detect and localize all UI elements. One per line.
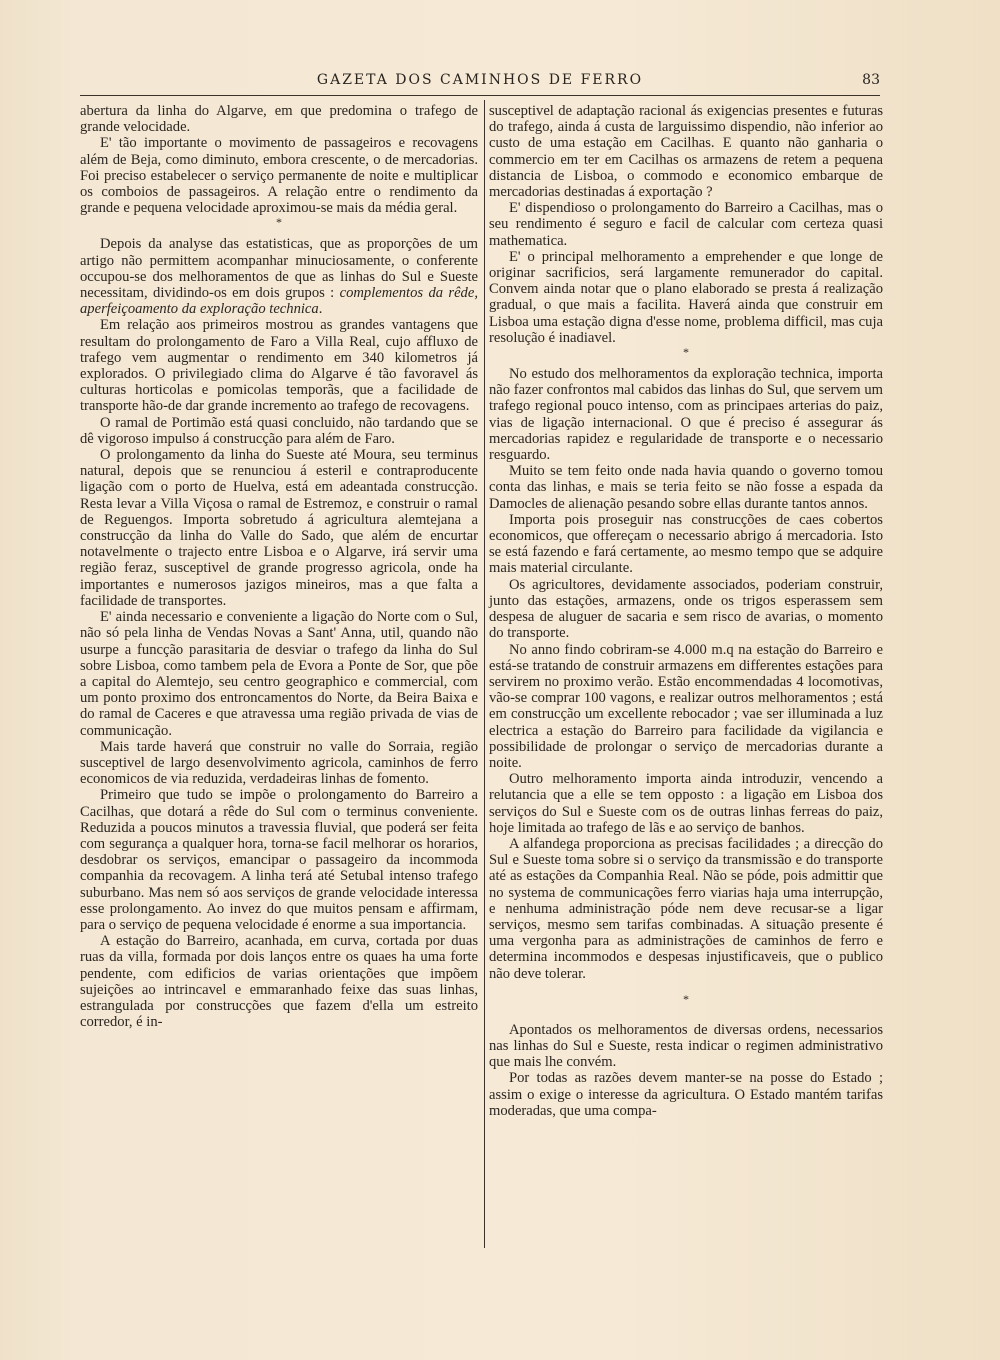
column-divider	[484, 100, 485, 1248]
page-header	[80, 70, 880, 96]
left-column	[80, 103, 478, 1030]
emphasis-text: complementos da rêde, aperfeiçoamento da exploração technica	[80, 285, 478, 318]
section-separator: *	[683, 991, 689, 1006]
paragraph: E' o principal melhoramento a emprehender e que longe de originar sacrificios, será largamente remunerador do capital. Convem ainda notar que o plano elaborado se presta á realização gradual, o que mais a facilita. Haverá ainda que construir em Lisboa uma estação digna d'esse nome, problema difficil, mas cuja resolução é inadiavel.	[489, 248, 883, 346]
paragraph: Importa pois proseguir nas construcções de caes cobertos economicos, que offereçam o necessario abrigo á mercadoria. Isto se está fazendo e fará certamente, ao mesmo tempo que se adquire mais material circulante.	[489, 511, 883, 577]
section-separator: *	[683, 345, 689, 360]
paragraph: A estação do Barreiro, acanhada, em curva, cortada por duas ruas da villa, formada por dois lanços entre os quaes ha uma forte pendente, com edificios de varias orientações que impõem sujeições ao intrincavel e emmaranhado feixe das suas linhas, estrangulada por construcções que fazem d'ella um estreito corredor, é in-	[80, 933, 478, 1031]
paragraph: Em relação aos primeiros mostrou as grandes vantagens que resultam do prolongamento de Faro a Villa Real, cujo affluxo de trafego vem augmentar o rendimento em 340 kilometros já explorados. O privilegiado clima do Algarve é tão favoravel ás culturas horticolas e pomicolas temporãs, que a facilidade de transporte hão-de dar grande incremento ao trafego de recovagens.	[80, 317, 478, 415]
paragraph: susceptivel de adaptação racional ás exigencias presentes e futuras do trafego, ainda á custa de larguissimo dispendio, não inferior ao custo de uma estação em Cacilhas. E quanto não ganharia o commercio em ter em Cacilhas os armazens de retem a pequena distancia de Lisboa, o commodo e economico embarque de mercadorias destinadas á exportação ?	[489, 103, 883, 201]
paragraph: Muito se tem feito onde nada havia quando o governo tomou conta das linhas, e mais se teria feito se não fosse a espada da Damocles de alienação pesando sobre ellas durante tantos annos.	[489, 463, 883, 512]
paragraph: O ramal de Portimão está quasi concluido, não tardando que se dê vigoroso impulso á construcção para além de Faro.	[80, 414, 478, 447]
paragraph: E' ainda necessario e conveniente a ligação do Norte com o Sul, não só pela linha de Vendas Novas a Sant' Anna, util, quando não usurpe a funcção parasitaria de desviar o trafego da linha do Sul sobre Lisboa, como tambem pela de Evora a Ponte de Sor, que põe a capital do Alemtejo, seu centro geographico e commercial, com um ponto proximo dos entroncamentos do Norte, da Beira Baixa e do ramal de Caceres e que atravessa uma região privada de vias de communicação.	[80, 609, 478, 739]
paragraph: A alfandega proporciona as precisas facilidades ; a direcção do Sul e Sueste toma sobre si o serviço da transmissão e do transporte até as estações da Companhia Real. Não se póde, pois admittir que no systema de communicações ferro viarias haja uma interrupção, e nenhuma administração póde nem deve recusar-se a ligar serviços, mesmo sem tarifas combinadas. A situação presente é uma vergonha para as administrações de caminhos de ferro e determina incommodos e despesas injustificaveis, que o publico não deve tolerar.	[489, 835, 883, 982]
page-number: 83	[862, 72, 880, 88]
paragraph-text: .	[318, 301, 323, 318]
paragraph: Apontados os melhoramentos de diversas ordens, necessarios nas linhas do Sul e Sueste, resta indicar o regimen administrativo que mais lhe convém.	[489, 1021, 883, 1071]
paragraph: Mais tarde haverá que construir no valle do Sorraia, região susceptivel de largo desenvolvimento agricola, caminhos de ferro economicos de via reduzida, verdadeiras linhas de fomento.	[80, 738, 478, 788]
right-column	[489, 103, 883, 1119]
paragraph: Primeiro que tudo se impõe o prolongamento do Barreiro a Cacilhas, que dotará a rêde do Sul com o terminus conveniente. Reduzida a poucos minutos a travessia fluvial, que poderá ser feita com segurança a qualquer hora, torna-se facil melhorar os horarios, desdobrar os serviços, emancipar o passageiro da incommoda companhia da recovagem. A linha terá até Setubal intenso trafego suburbano. Mas nem só aos serviços de grande velocidade interessa esse prolongamento. Ao invez do que muitos pensam e affirmam, para o serviço de pequena velocidade é enorme a sua importancia.	[80, 787, 478, 933]
paragraph: Os agricultores, devidamente associados, poderiam construir, junto das estações, armazens, onde os trigos esperassem sem despesa de aluguer de sacaria e sem risco de avarias, o momento do transporte.	[489, 576, 883, 642]
paragraph: E' dispendioso o prolongamento do Barreiro a Cacilhas, mas o seu rendimento é seguro e facil de calcular com certeza quasi mathematica.	[489, 200, 883, 249]
paragraph: No anno findo cobriram-se 4.000 m.q na estação do Barreiro e está-se tratando de construir armazens em differentes estações para servirem no proximo verão. Estão encommendadas 4 locomotivas, vão-se comprar 100 vagons, e realizar outros melhoramentos ; está em construcção um excellente rebocador ; vae ser illuminada a luz electrica a estação do Barreiro para facilidade da vigilancia e possibilidade de prolongar o serviço de mercadorias durante a noite.	[489, 641, 883, 771]
paragraph: Por todas as razões devem manter-se na posse do Estado ; assim o exige o interesse da agricultura. O Estado mantém tarifas moderadas, que uma compa-	[489, 1070, 883, 1119]
paragraph: O prolongamento da linha do Sueste até Moura, seu terminus natural, depois que se renunciou á esteril e contraproducente ligação com o porto de Huelva, está em adeantada construcção. Resta levar a Villa Viçosa o ramal de Estremoz, e construir o ramal de Reguengos. Importa sobretudo á agricultura alemtejana a construcção da linha do Valle do Sado, que além de encurtar notavelmente o trajecto entre Lisboa e o Algarve, irá servir uma região feraz, susceptivel de grande progresso agricola, onde ha importantes e numerosos jazigos mineiros, mas a que falta a facilidade de transportes.	[80, 447, 478, 609]
paragraph-text: Depois da analyse das estatisticas, que as proporções de um artigo não permittem acompanhar minuciosamente, o conferente occupou-se dos melhoramentos de que as linhas do Sul e Sueste necessitam, dividindo-os em dois grupos :	[80, 236, 478, 302]
paragraph: Outro melhoramento importa ainda introduzir, vencendo a relutancia que a elle se tem opposto : a ligação em Lisboa dos serviços do Sul e Sueste com os de outras linhas ferreas do paiz, hoje limitada ao trafego de lãs e ao serviço de banhos.	[489, 771, 883, 836]
paragraph: E' tão importante o movimento de passageiros e recovagens além de Beja, como diminuto, embora crescente, o de mercadorias. Foi preciso estabelecer o serviço permanente de noite e multiplicar os comboios de passageiros. A relação entre o rendimento da grande e pequena velocidade aproximou-se mais da média geral.	[80, 135, 478, 217]
running-head: GAZETA DOS CAMINHOS DE FERRO	[316, 72, 644, 88]
paragraph: abertura da linha do Algarve, em que predomina o trafego de grande velocidade.	[80, 103, 478, 136]
paragraph	[80, 236, 478, 317]
section-separator: *	[276, 215, 282, 230]
header-rule	[80, 95, 880, 96]
paragraph: No estudo dos melhoramentos da exploração technica, importa não fazer confrontos mal cabidos das linhas do Sul, que servem um trafego regional pouco intenso, com as principaes arterias do paiz, vias de ligação internacional. O que é preciso é assegurar ás mercadorias rapidez e regularidade de transporte e o necessario resguardo.	[489, 366, 883, 464]
